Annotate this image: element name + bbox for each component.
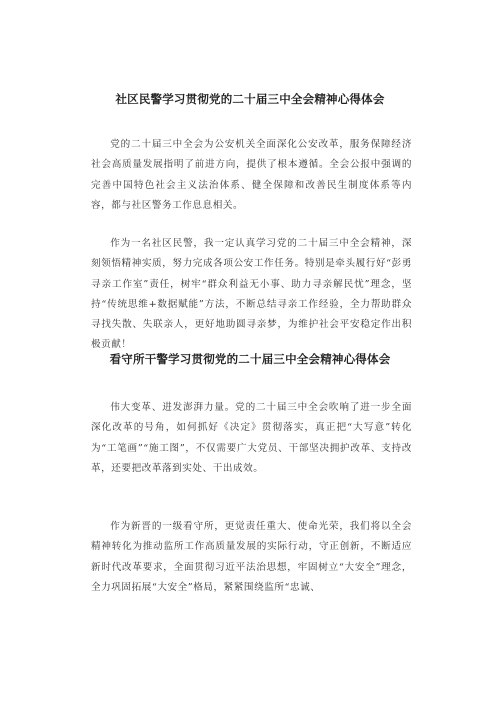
section-1-paragraph-1: 党的二十届三中全会为公安机关全面深化公安改革，服务保障经济社会高质量发展指明了前进方向，提供了根本遵循。全会公报中强调的完善中国特色社会主义法治体系、健全保障和改善民生制度体系等内容，都与社区警务工作息息相关。 bbox=[91, 139, 412, 211]
section-2-paragraph-2: 作为新晋的一级看守所，更觉责任重大、使命光荣，我们将以全会精神转化为推动监所工作高质量发展的实际行动，守正创新，不断适应新时代改革要求，全面贯彻习近平法治思想，牢固树立“大安全”理念，全力巩固拓展“大安全”格局，紧紧围绕监所“忠诚、 bbox=[91, 521, 412, 593]
section-2-title: 看守所干警学习贯彻党的二十届三中全会精神心得体会 bbox=[109, 352, 391, 366]
section-1-paragraph-2: 作为一名社区民警，我一定认真学习党的二十届三中全会精神，深刻领悟精神实质，努力完成各项公安工作任务。特别是牵头履行好“彭勇寻亲工作室”责任，树牢“群众利益无小事、助力寻亲解民忧”理念，坚持“传统思维+数据赋能”方法，不断总结寻亲工作经验，全力帮助群众寻找失散、失联亲人，更好地助圆寻亲梦，为维护社会平安稳定作出积极贡献！ bbox=[91, 238, 412, 351]
section-2-paragraph-1: 伟大变革、进发澎湃力量。党的二十届三中全会吹响了进一步全面深化改革的号角，如何抓好《决定》贯彻落实，真正把“大写意”转化为“工笔画”“施工图”，不仅需要广大党员、干部坚决拥护改革、支持改革，还要把改革落到实处、干出成效。 bbox=[91, 402, 412, 474]
section-1-title: 社区民警学习贯彻党的二十届三中全会精神心得体会 bbox=[115, 92, 385, 106]
